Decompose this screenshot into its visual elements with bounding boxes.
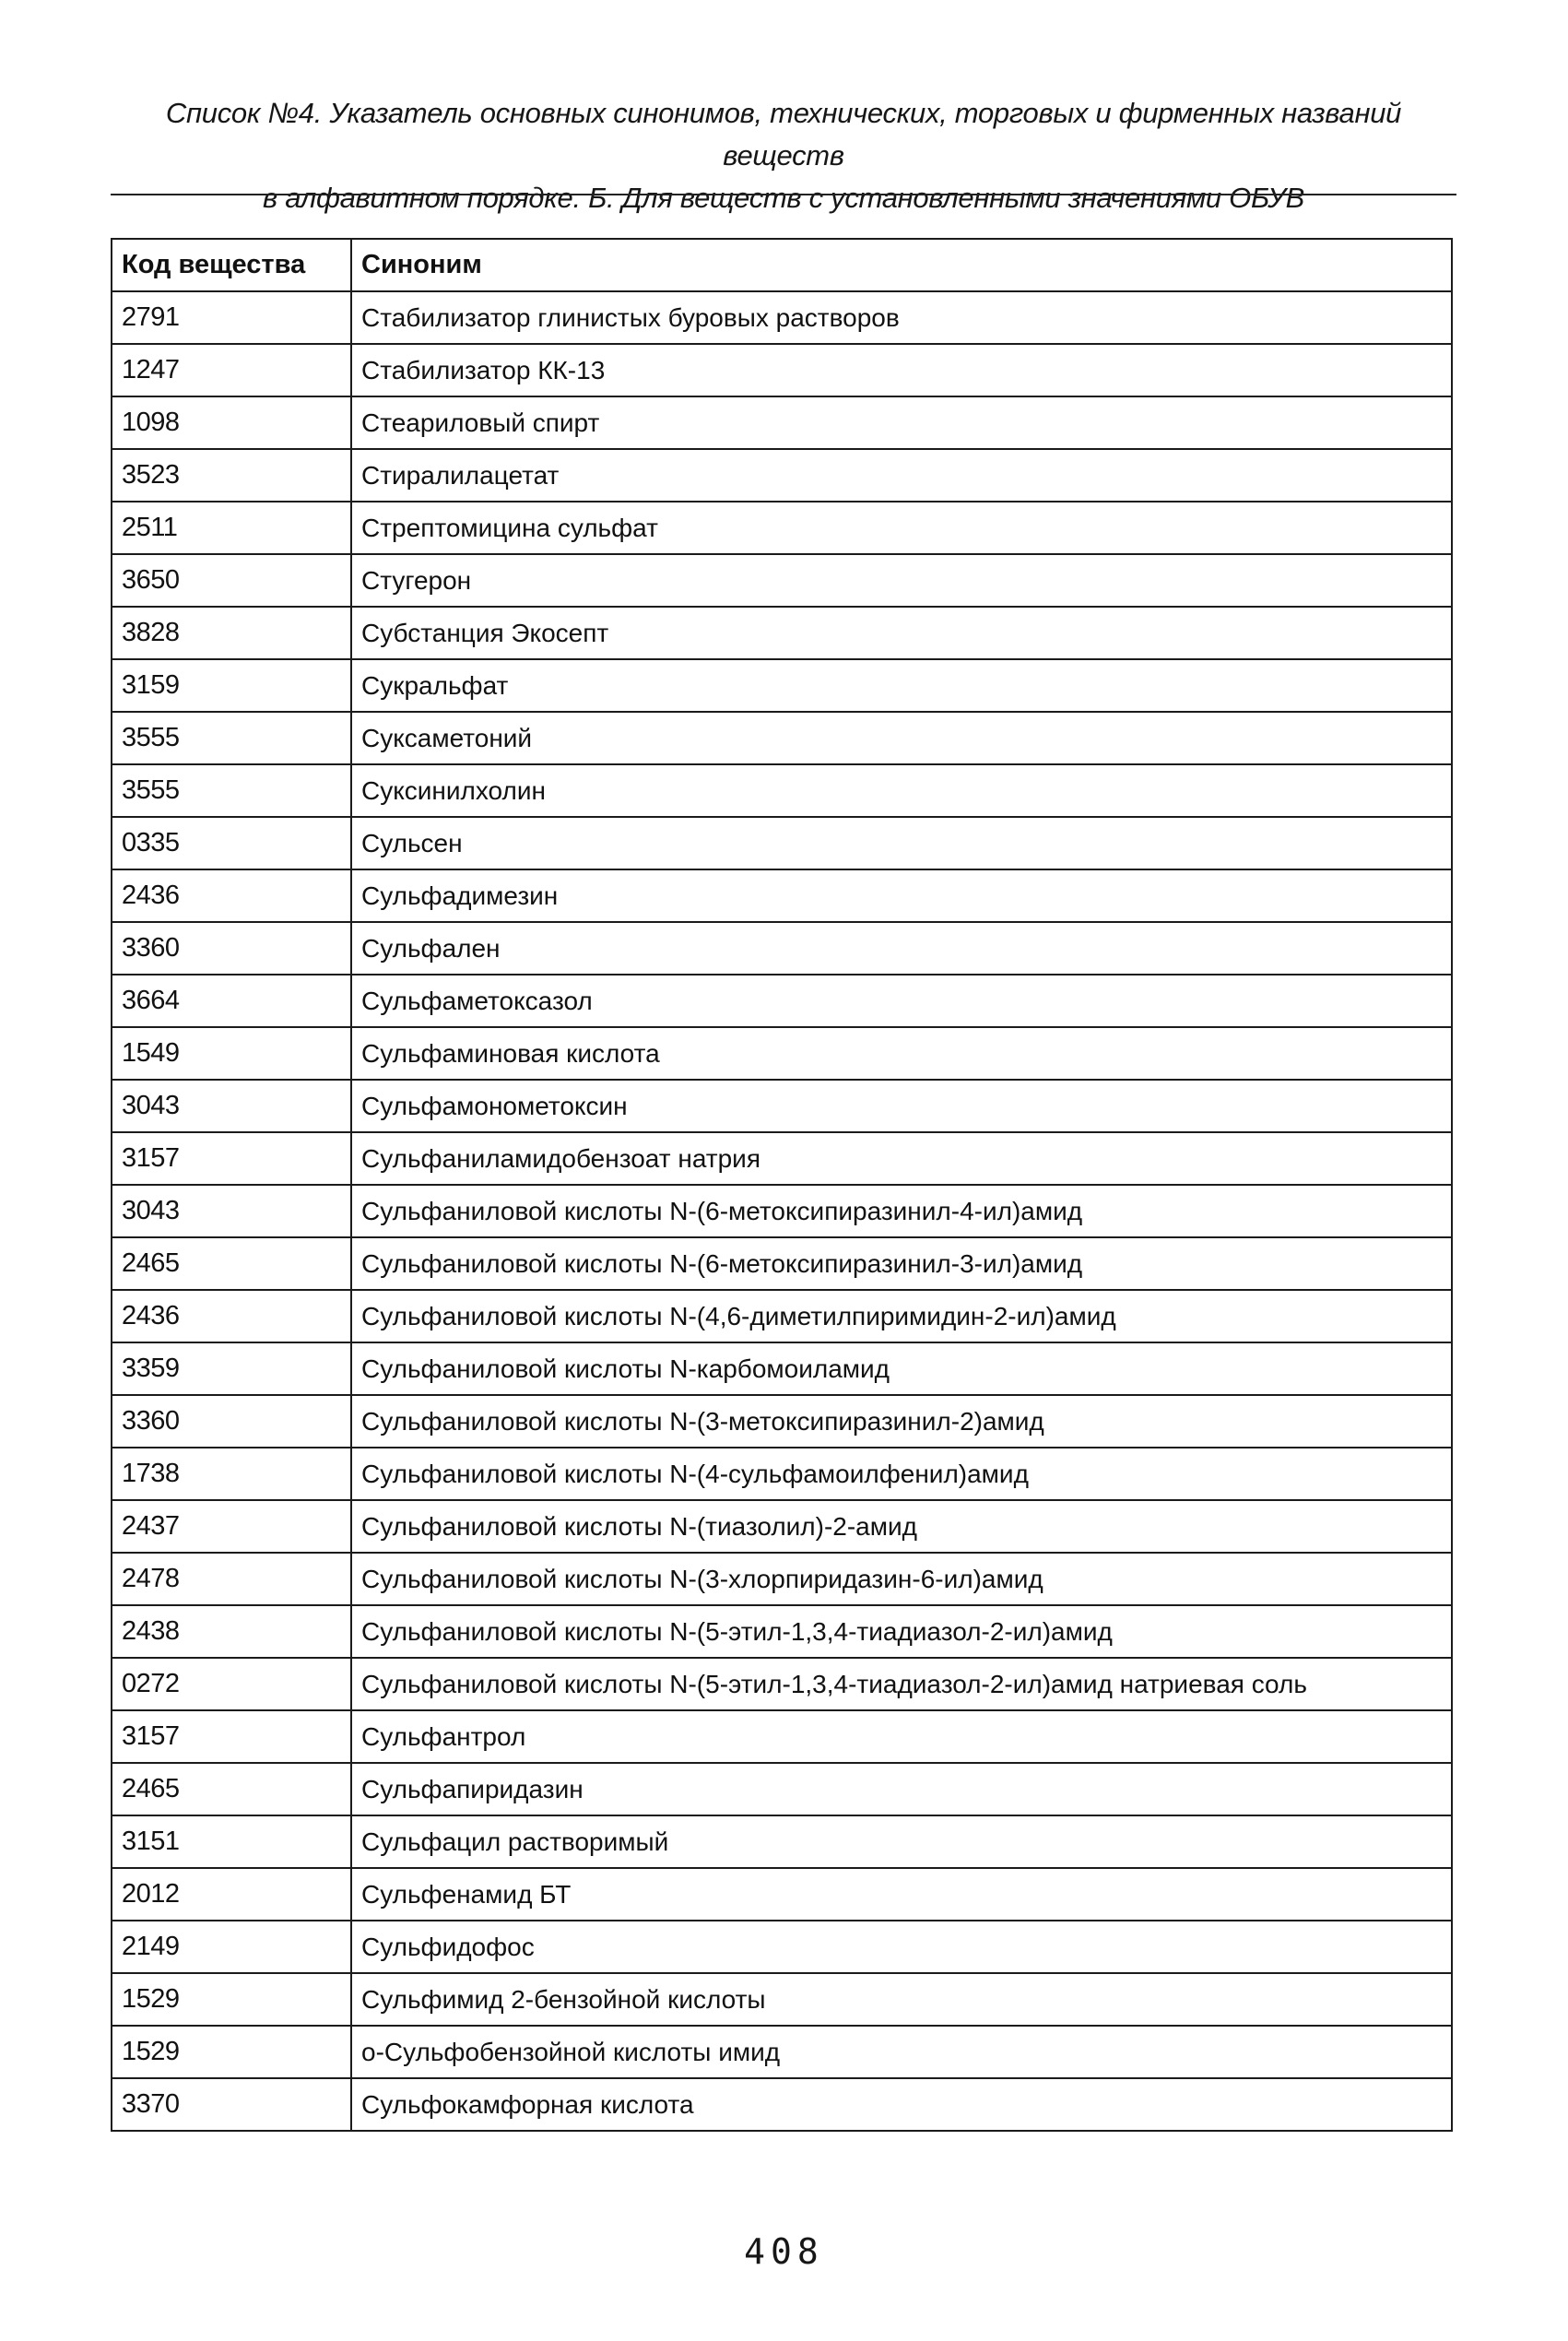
substance-code-cell: 2478 <box>112 1553 351 1605</box>
substance-code-cell: 3157 <box>112 1132 351 1185</box>
table-row <box>112 764 1452 817</box>
substance-code-cell: 1529 <box>112 1973 351 2026</box>
table-row <box>112 607 1452 659</box>
column-header-synonym: Синоним <box>351 239 1452 291</box>
substance-code-cell: 0272 <box>112 1658 351 1710</box>
synonym-cell: Суксинилхолин <box>351 764 1452 817</box>
substance-code-cell: 3828 <box>112 607 351 659</box>
header-divider <box>111 194 1456 195</box>
table-row <box>112 1710 1452 1763</box>
synonym-cell: Сукральфат <box>351 659 1452 712</box>
table-row <box>112 1921 1452 1973</box>
substance-code-cell: 3360 <box>112 922 351 975</box>
table-row <box>112 659 1452 712</box>
table-row <box>112 1290 1452 1342</box>
table-row <box>112 449 1452 502</box>
synonym-cell: Сульфаниламидобензоат натрия <box>351 1132 1452 1185</box>
table-row <box>112 1868 1452 1921</box>
table-row <box>112 2078 1452 2131</box>
synonym-cell: Сульфаниловой кислоты N-(5-этил-1,3,4-тиадиазол-2-ил)амид <box>351 1605 1452 1658</box>
table-row <box>112 1132 1452 1185</box>
synonym-cell: Сульфадимезин <box>351 869 1452 922</box>
synonym-cell: Стиралилацетат <box>351 449 1452 502</box>
table-row <box>112 1763 1452 1815</box>
table-row <box>112 1237 1452 1290</box>
table-row <box>112 1605 1452 1658</box>
substance-code-cell: 2012 <box>112 1868 351 1921</box>
table-row <box>112 869 1452 922</box>
table-row <box>112 1342 1452 1395</box>
substance-code-cell: 2465 <box>112 1237 351 1290</box>
substance-code-cell: 3555 <box>112 712 351 764</box>
table-row <box>112 1395 1452 1448</box>
synonym-cell: Стугерон <box>351 554 1452 607</box>
table-row <box>112 1553 1452 1605</box>
synonym-cell: Сульфантрол <box>351 1710 1452 1763</box>
synonym-table <box>111 238 1453 2132</box>
synonym-cell: Сульфапиридазин <box>351 1763 1452 1815</box>
substance-code-cell: 1529 <box>112 2026 351 2078</box>
substance-code-cell: 3360 <box>112 1395 351 1448</box>
table-row <box>112 1448 1452 1500</box>
page-header <box>111 92 1456 219</box>
synonym-cell: Стеариловый спирт <box>351 396 1452 449</box>
substance-code-cell: 3157 <box>112 1710 351 1763</box>
synonym-cell: Сульфокамфорная кислота <box>351 2078 1452 2131</box>
table-row <box>112 1185 1452 1237</box>
table-row <box>112 922 1452 975</box>
table-row <box>112 975 1452 1027</box>
synonym-cell: Сульфидофос <box>351 1921 1452 1973</box>
synonym-cell: Сульфаниловой кислоты N-(6-метоксипиразинил-3-ил)амид <box>351 1237 1452 1290</box>
synonym-cell: Сульфаниловой кислоты N-(3-метоксипиразинил-2)амид <box>351 1395 1452 1448</box>
substance-code-cell: 3370 <box>112 2078 351 2131</box>
synonym-cell: Сульфаниловой кислоты N-карбомоиламид <box>351 1342 1452 1395</box>
synonym-cell: Сульфимид 2-бензойной кислоты <box>351 1973 1452 2026</box>
substance-code-cell: 2436 <box>112 869 351 922</box>
substance-code-cell: 1247 <box>112 344 351 396</box>
synonym-cell: Суксаметоний <box>351 712 1452 764</box>
synonym-cell: Сульфаниловой кислоты N-(5-этил-1,3,4-тиадиазол-2-ил)амид натриевая соль <box>351 1658 1452 1710</box>
synonym-cell: Сульфаниловой кислоты N-(тиазолил)-2-амид <box>351 1500 1452 1553</box>
header-line-1: Список №4. Указатель основных синонимов, технических, торговых и фирменных названий веществ <box>165 97 1402 171</box>
synonym-cell: Стрептомицина сульфат <box>351 502 1452 554</box>
column-header-code: Код вещества <box>112 239 351 291</box>
substance-code-cell: 2436 <box>112 1290 351 1342</box>
synonym-cell: Сульфаминовая кислота <box>351 1027 1452 1080</box>
synonym-cell: Сульфамонометоксин <box>351 1080 1452 1132</box>
synonym-cell: Сульфаниловой кислоты N-(4-сульфамоилфенил)амид <box>351 1448 1452 1500</box>
table-row <box>112 2026 1452 2078</box>
synonym-cell: Сульфаниловой кислоты N-(6-метоксипиразинил-4-ил)амид <box>351 1185 1452 1237</box>
substance-code-cell: 0335 <box>112 817 351 869</box>
substance-code-cell: 2791 <box>112 291 351 344</box>
table-header-row <box>112 239 1452 291</box>
table-row <box>112 1815 1452 1868</box>
substance-code-cell: 2437 <box>112 1500 351 1553</box>
substance-code-cell: 2149 <box>112 1921 351 1973</box>
synonym-cell: Стабилизатор глинистых буровых растворов <box>351 291 1452 344</box>
synonym-cell: Стабилизатор КК-13 <box>351 344 1452 396</box>
table-body <box>112 291 1452 2131</box>
synonym-cell: Сульфаметоксазол <box>351 975 1452 1027</box>
substance-code-cell: 2465 <box>112 1763 351 1815</box>
synonym-cell: Сульфацил растворимый <box>351 1815 1452 1868</box>
substance-code-cell: 1098 <box>112 396 351 449</box>
substance-code-cell: 3159 <box>112 659 351 712</box>
substance-code-cell: 3664 <box>112 975 351 1027</box>
table-row <box>112 291 1452 344</box>
substance-code-cell: 3523 <box>112 449 351 502</box>
synonym-cell: Сульфенамид БТ <box>351 1868 1452 1921</box>
synonym-cell: Сульсен <box>351 817 1452 869</box>
synonym-cell: Сульфаниловой кислоты N-(4,6-диметилпиримидин-2-ил)амид <box>351 1290 1452 1342</box>
table-row <box>112 1080 1452 1132</box>
table-row <box>112 554 1452 607</box>
substance-code-cell: 3650 <box>112 554 351 607</box>
substance-code-cell: 3043 <box>112 1080 351 1132</box>
table-row <box>112 1973 1452 2026</box>
page-number: 408 <box>744 2231 824 2272</box>
substance-code-cell: 1549 <box>112 1027 351 1080</box>
substance-code-cell: 3043 <box>112 1185 351 1237</box>
substance-code-cell: 3359 <box>112 1342 351 1395</box>
substance-code-cell: 1738 <box>112 1448 351 1500</box>
table-row <box>112 1658 1452 1710</box>
synonym-cell: о-Сульфобензойной кислоты имид <box>351 2026 1452 2078</box>
synonym-cell: Сульфален <box>351 922 1452 975</box>
table-row <box>112 344 1452 396</box>
synonym-cell: Сульфаниловой кислоты N-(3-хлорпиридазин-6-ил)амид <box>351 1553 1452 1605</box>
synonym-cell: Субстанция Экосепт <box>351 607 1452 659</box>
table-row <box>112 1500 1452 1553</box>
table-row <box>112 1027 1452 1080</box>
substance-code-cell: 3151 <box>112 1815 351 1868</box>
table-row <box>112 502 1452 554</box>
header-line-2: в алфавитном порядке. Б. Для веществ с установленными значениями ОБУВ <box>263 182 1304 214</box>
table-row <box>112 817 1452 869</box>
synonym-table-container <box>111 238 1451 2132</box>
table-row <box>112 712 1452 764</box>
table-row <box>112 396 1452 449</box>
substance-code-cell: 2511 <box>112 502 351 554</box>
substance-code-cell: 3555 <box>112 764 351 817</box>
substance-code-cell: 2438 <box>112 1605 351 1658</box>
